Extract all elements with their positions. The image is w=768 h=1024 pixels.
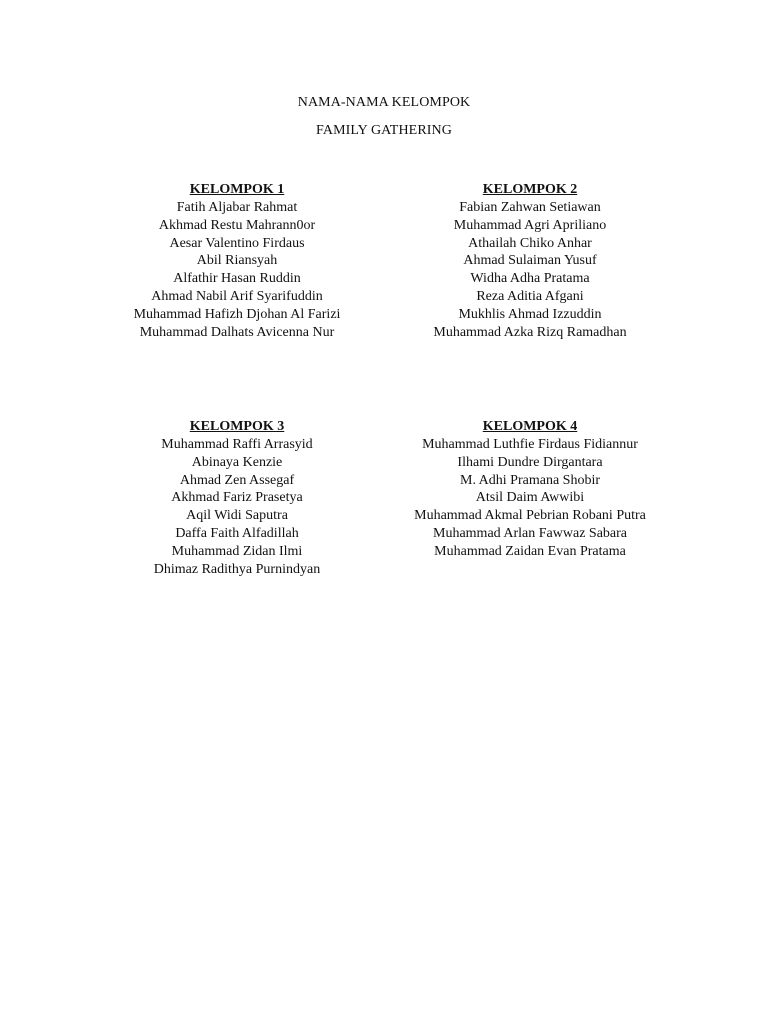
- group-4-member-7: Muhammad Zaidan Evan Pratama: [434, 543, 626, 559]
- group-4-section: [380, 418, 680, 561]
- group-2-section: [380, 181, 680, 341]
- group-2-member-6: Reza Aditia Afgani: [476, 288, 584, 304]
- group-2-member-5: Widha Adha Pratama: [470, 271, 590, 287]
- document-title: NAMA-NAMA KELOMPOK: [297, 95, 471, 110]
- group-2-member-2: Muhammad Agri Apriliano: [453, 217, 607, 233]
- group-4-member-2: Ilhami Dundre Dirgantara: [457, 454, 603, 470]
- group-1-member-1: Fatih Aljabar Rahmat: [176, 200, 298, 215]
- group-4-heading: KELOMPOK 4: [482, 419, 578, 434]
- group-1-member-7: Muhammad Hafizh Djohan Al Farizi: [133, 306, 341, 322]
- group-2-member-7: Mukhlis Ahmad Izzuddin: [458, 306, 602, 322]
- group-3-member-6: Daffa Faith Alfadillah: [175, 525, 299, 541]
- group-2-member-8: Muhammad Azka Rizq Ramadhan: [433, 324, 627, 340]
- group-3-member-3: Ahmad Zen Assegaf: [179, 472, 295, 488]
- group-1-section: [87, 181, 387, 341]
- group-4-member-4: Atsil Daim Awwibi: [475, 490, 585, 506]
- group-3-section: [87, 418, 387, 578]
- group-3-heading: KELOMPOK 3: [189, 419, 285, 434]
- group-3-member-2: Abinaya Kenzie: [191, 454, 283, 470]
- group-4-member-5: Muhammad Akmal Pebrian Robani Putra: [414, 508, 646, 524]
- group-3-member-list: [87, 436, 387, 578]
- group-1-member-8: Muhammad Dalhats Avicenna Nur: [139, 324, 335, 340]
- group-1-member-3: Aesar Valentino Firdaus: [169, 235, 305, 251]
- group-3-member-5: Aqil Widi Saputra: [186, 508, 288, 524]
- group-2-member-1: Fabian Zahwan Setiawan: [459, 200, 601, 215]
- group-1-member-list: [87, 199, 387, 341]
- group-2-member-4: Ahmad Sulaiman Yusuf: [463, 253, 597, 269]
- group-3-member-7: Muhammad Zidan Ilmi: [171, 543, 303, 559]
- group-4-member-6: Muhammad Arlan Fawwaz Sabara: [433, 525, 627, 541]
- group-2-member-3: Athailah Chiko Anhar: [468, 235, 592, 251]
- group-4-member-list: [380, 436, 680, 561]
- group-2-heading: KELOMPOK 2: [482, 182, 578, 197]
- group-4-member-1: Muhammad Luthfie Firdaus Fidiannur: [422, 437, 638, 452]
- document-subtitle: FAMILY GATHERING: [316, 123, 452, 138]
- group-3-member-8: Dhimaz Radithya Purnindyan: [153, 561, 321, 577]
- group-1-member-4: Abil Riansyah: [196, 253, 278, 269]
- group-1-member-5: Alfathir Hasan Ruddin: [173, 271, 301, 287]
- group-4-member-3: M. Adhi Pramana Shobir: [460, 472, 600, 488]
- group-2-member-list: [380, 199, 680, 341]
- group-3-member-1: Muhammad Raffi Arrasyid: [161, 437, 313, 452]
- group-1-heading: KELOMPOK 1: [189, 182, 285, 197]
- group-1-member-6: Ahmad Nabil Arif Syarifuddin: [151, 288, 323, 304]
- group-3-member-4: Akhmad Fariz Prasetya: [171, 490, 303, 506]
- group-1-member-2: Akhmad Restu Mahrann0or: [158, 217, 316, 233]
